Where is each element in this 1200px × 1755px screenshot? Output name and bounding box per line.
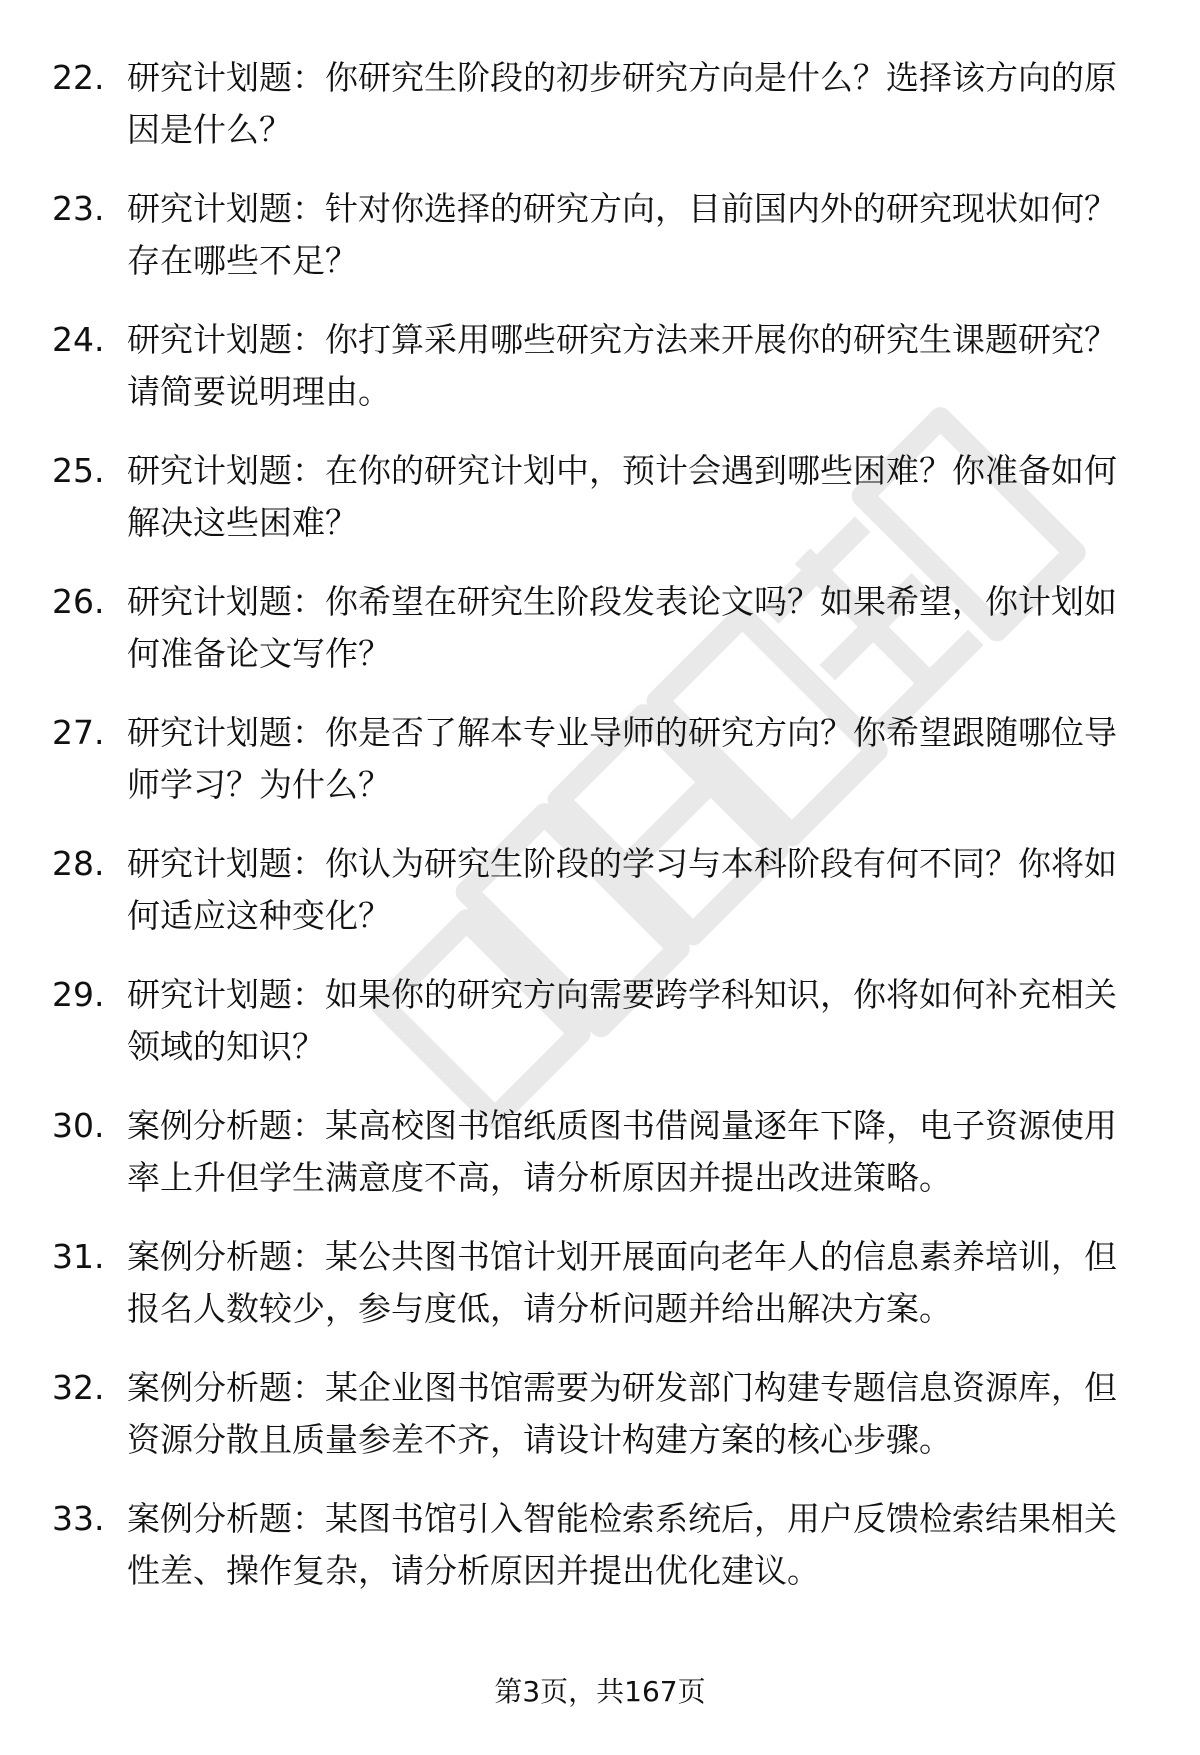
question-number: 27.: [52, 713, 105, 752]
question-text: 案例分析题：某高校图书馆纸质图书借阅量逐年下降，电子资源使用率上升但学生满意度不高，请分析原因并提出改进策略。: [127, 1106, 1117, 1197]
question-text: 研究计划题：你希望在研究生阶段发表论文吗？如果希望，你计划如何准备论文写作？: [127, 582, 1117, 673]
question-number: 26.: [52, 582, 105, 621]
list-item: [0, 1231, 1200, 1362]
question-text: 研究计划题：你是否了解本专业导师的研究方向？你希望跟随哪位导师学习？为什么？: [127, 713, 1117, 804]
question-number: 31.: [52, 1237, 105, 1276]
question-number: 29.: [52, 975, 105, 1014]
page-footer: 第3页，共167页: [494, 1675, 706, 1708]
list-item: [0, 445, 1200, 576]
list-item: [0, 1493, 1200, 1624]
question-number: 24.: [52, 320, 105, 359]
list-item: [0, 707, 1200, 838]
question-text: 研究计划题：你研究生阶段的初步研究方向是什么？选择该方向的原因是什么？: [127, 58, 1117, 149]
question-text: 研究计划题：在你的研究计划中，预计会遇到哪些困难？你准备如何解决这些困难？: [127, 451, 1117, 542]
list-item: [0, 183, 1200, 314]
question-number: 25.: [52, 451, 105, 490]
question-number: 23.: [52, 189, 105, 228]
list-item: [0, 838, 1200, 969]
question-number: 28.: [52, 844, 105, 883]
list-item: [0, 576, 1200, 707]
question-text: 研究计划题：针对你选择的研究方向，目前国内外的研究现状如何？存在哪些不足？: [127, 189, 1117, 280]
question-number: 32.: [52, 1368, 105, 1407]
list-item: [0, 314, 1200, 445]
question-text: 案例分析题：某企业图书馆需要为研发部门构建专题信息资源库，但资源分散且质量参差不齐，请设计构建方案的核心步骤。: [127, 1368, 1117, 1459]
question-text: 案例分析题：某图书馆引入智能检索系统后，用户反馈检索结果相关性差、操作复杂，请分析原因并提出优化建议。: [127, 1499, 1117, 1590]
question-text: 研究计划题：你打算采用哪些研究方法来开展你的研究生课题研究？请简要说明理由。: [127, 320, 1117, 411]
question-text: 研究计划题：如果你的研究方向需要跨学科知识，你将如何补充相关领域的知识？: [127, 975, 1117, 1066]
question-number: 22.: [52, 58, 105, 97]
list-item: [0, 969, 1200, 1100]
question-text: 研究计划题：你认为研究生阶段的学习与本科阶段有何不同？你将如何适应这种变化？: [127, 844, 1117, 935]
question-list: [0, 52, 1200, 1624]
list-item: [0, 1100, 1200, 1231]
question-text: 案例分析题：某公共图书馆计划开展面向老年人的信息素养培训，但报名人数较少，参与度低，请分析问题并给出解决方案。: [127, 1237, 1117, 1328]
question-number: 30.: [52, 1106, 105, 1145]
list-item: [0, 52, 1200, 183]
list-item: [0, 1362, 1200, 1493]
question-number: 33.: [52, 1499, 105, 1538]
